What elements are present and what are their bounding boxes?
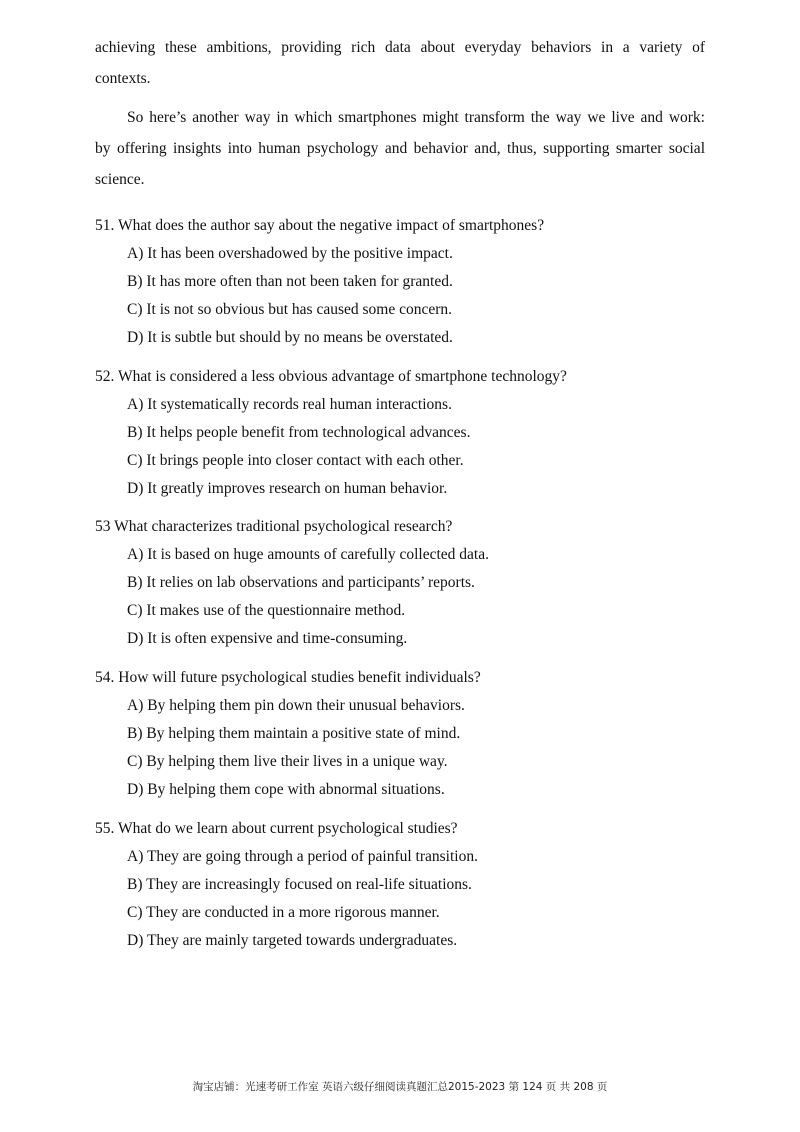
question-54-option-c: C) By helping them live their lives in a unique way.: [127, 753, 448, 770]
passage-line-3: So here’s another way in which smartphones might transform the way we live and work:: [127, 109, 705, 126]
question-52-option-c: C) It brings people into closer contact with each other.: [127, 452, 464, 469]
question-54-option-b: B) By helping them maintain a positive state of mind.: [127, 725, 461, 742]
question-55-option-b: B) They are increasingly focused on real-life situations.: [127, 876, 472, 893]
question-51-stem: 51. What does the author say about the negative impact of smartphones?: [95, 217, 545, 234]
question-53-option-d: D) It is often expensive and time-consuming.: [127, 630, 408, 647]
passage-line-1: achieving these ambitions, providing rich data about everyday behaviors in a variety of: [95, 39, 705, 56]
page-footer: 淘宝店铺：光速考研工作室 英语六级仔细阅读真题汇总2015-2023 第 124 页 共 208 页: [192, 1081, 608, 1093]
question-51-option-c: C) It is not so obvious but has caused some concern.: [127, 301, 453, 318]
question-51-option-d: D) It is subtle but should by no means be overstated.: [127, 329, 453, 346]
question-54-option-a: A) By helping them pin down their unusual behaviors.: [127, 697, 465, 714]
question-54-stem: 54. How will future psychological studies benefit individuals?: [95, 669, 481, 686]
question-52-option-d: D) It greatly improves research on human behavior.: [127, 480, 448, 497]
question-52-option-b: B) It helps people benefit from technological advances.: [127, 424, 471, 441]
question-53-option-b: B) It relies on lab observations and participants’ reports.: [127, 574, 475, 591]
passage-line-5: science.: [95, 171, 145, 188]
question-55-option-d: D) They are mainly targeted towards undergraduates.: [127, 932, 458, 949]
passage-line-2: contexts.: [95, 70, 151, 87]
question-52-stem: 52. What is considered a less obvious advantage of smartphone technology?: [95, 368, 567, 385]
question-53-option-c: C) It makes use of the questionnaire method.: [127, 602, 406, 619]
question-55-option-c: C) They are conducted in a more rigorous manner.: [127, 904, 440, 921]
question-54-option-d: D) By helping them cope with abnormal situations.: [127, 781, 445, 798]
question-53-stem: 53 What characterizes traditional psychological research?: [95, 518, 453, 535]
passage-line-4: by offering insights into human psychology and behavior and, thus, supporting smarter social: [95, 140, 705, 157]
question-53-option-a: A) It is based on huge amounts of carefully collected data.: [127, 546, 489, 563]
question-55-stem: 55. What do we learn about current psychological studies?: [95, 820, 458, 837]
question-55-option-a: A) They are going through a period of painful transition.: [127, 848, 478, 865]
question-51-option-a: A) It has been overshadowed by the positive impact.: [127, 245, 453, 262]
question-52-option-a: A) It systematically records real human interactions.: [127, 396, 452, 413]
question-51-option-b: B) It has more often than not been taken for granted.: [127, 273, 453, 290]
